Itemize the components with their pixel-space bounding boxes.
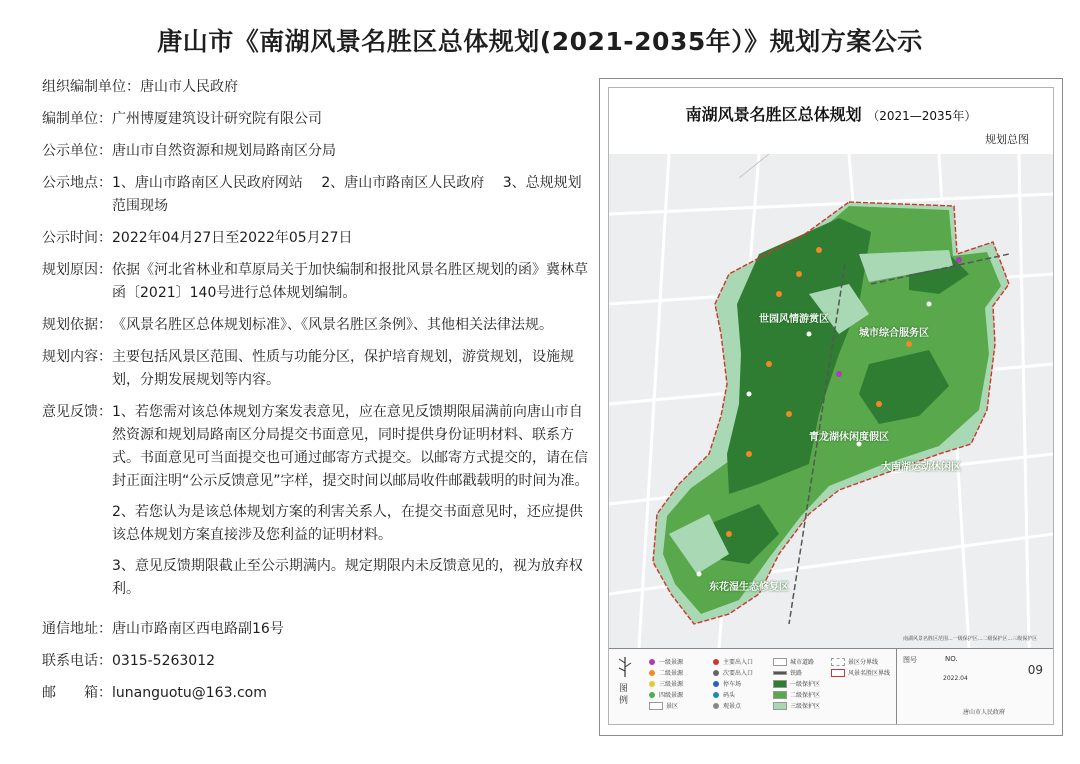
legend-item: 二级景源 bbox=[649, 668, 683, 677]
time-row bbox=[42, 227, 590, 250]
feedback-item-3: 3、意见反馈期限截止至公示期满内。规定期限内未反馈意见的，视为放弃权利。 bbox=[112, 558, 583, 597]
legend-item: 四级景源 bbox=[649, 690, 683, 699]
feedback-item-1: 1、若您需对该总体规划方案发表意见，应在意见反馈期限届满前向唐山市自然资源和规划局路南区分局提交书面意见，同时提供身份证明材料、联系方式。书面意见可当面提交也可通过邮寄方式提交。以邮寄方式提交的，请在信封正面注明“公示反馈意见”字样，提交时间以邮局收件邮戳载明的时间为准。 bbox=[112, 404, 589, 489]
level2-spot-icon bbox=[649, 670, 655, 676]
content-label: 规划内容： bbox=[42, 349, 112, 365]
main-entrance-icon bbox=[713, 659, 719, 665]
org-label: 组织编制单位： bbox=[42, 79, 140, 95]
zone-label-4: 大南湖运动休闲区 bbox=[881, 462, 961, 473]
address-value: 唐山市路南区西电路副16号 bbox=[112, 621, 284, 637]
reason-row bbox=[42, 259, 590, 305]
scenic-zone-swatch bbox=[649, 702, 663, 710]
city-road-swatch bbox=[773, 658, 787, 666]
legend-item: 风景名胜区界线 bbox=[831, 668, 890, 677]
legend-item: 铁路 bbox=[773, 668, 802, 677]
map-note: 南湖风景名胜区范围...一级保护区...二级保护区...三级保护区 bbox=[903, 636, 1038, 642]
feedback-label: 意见反馈： bbox=[42, 404, 112, 420]
content-row bbox=[42, 346, 590, 392]
map-legend bbox=[609, 648, 1053, 725]
level4-spot-icon bbox=[649, 692, 655, 698]
content-value: 主要包括风景区范围、性质与功能分区，保护培育规划，游赏规划，设施规划，分期发展规划等内容。 bbox=[112, 349, 574, 388]
place-label: 公示地点： bbox=[42, 175, 112, 191]
railway-swatch bbox=[773, 671, 787, 675]
place-value: 1、唐山市路南区人民政府网站 2、唐山市路南区人民政府 3、总规规划范围现场 bbox=[112, 175, 582, 214]
level1-protection-swatch bbox=[773, 680, 787, 688]
plan-map bbox=[608, 87, 1054, 725]
reason-label: 规划原因： bbox=[42, 262, 112, 278]
basis-value: 《风景名胜区总体规划标准》、《风景名胜区条例》、其他相关法律法规。 bbox=[112, 317, 553, 333]
publisher-value: 唐山市自然资源和规划局路南区分局 bbox=[112, 143, 336, 159]
legend-item: 一级景源 bbox=[649, 657, 683, 666]
title-block bbox=[896, 649, 1053, 725]
legend-item: 三级景源 bbox=[649, 679, 683, 688]
map-years: （2021—2035年） bbox=[867, 109, 977, 123]
feedback-row bbox=[42, 401, 590, 609]
map-drawing bbox=[609, 154, 1053, 648]
level3-spot-icon bbox=[649, 681, 655, 687]
park-boundary-swatch bbox=[831, 669, 845, 677]
zone-label-5: 东花湿生态修复区 bbox=[709, 582, 789, 593]
legend-item: 主要出入口 bbox=[713, 657, 753, 666]
map-title bbox=[609, 102, 1053, 125]
phone-label: 联系电话： bbox=[42, 653, 112, 669]
publisher-row bbox=[42, 140, 590, 163]
pier-icon bbox=[713, 692, 719, 698]
legend-item: 停车场 bbox=[713, 679, 741, 688]
legend-item: 二级保护区 bbox=[773, 690, 820, 699]
org-row bbox=[42, 76, 590, 99]
map-subtitle: 规划总图 bbox=[985, 133, 1029, 146]
address-row bbox=[42, 618, 590, 641]
drawing-no-label: 图号 bbox=[903, 656, 917, 664]
page-title: 唐山市《南湖风景名胜区总体规划(2021-2035年）》规划方案公示 bbox=[157, 27, 923, 56]
announcement-info bbox=[42, 76, 590, 714]
phone-value: 0315-5263012 bbox=[112, 653, 216, 669]
org-value: 唐山市人民政府 bbox=[140, 79, 238, 95]
legend-item: 城市道路 bbox=[773, 657, 814, 666]
email-label: 邮 箱： bbox=[42, 685, 112, 701]
legend-item: 码头 bbox=[713, 690, 735, 699]
address-label: 通信地址： bbox=[42, 621, 112, 637]
phone-row bbox=[42, 650, 590, 673]
legend-item: 景区分界线 bbox=[831, 657, 878, 666]
basis-label: 规划依据： bbox=[42, 317, 112, 333]
level1-spot-icon bbox=[649, 659, 655, 665]
legend-item: 景区 bbox=[649, 701, 678, 710]
drawing-org: 唐山市人民政府 bbox=[963, 709, 1006, 716]
parking-icon bbox=[713, 681, 719, 687]
legend-item: 三级保护区 bbox=[773, 701, 820, 710]
basis-row bbox=[42, 314, 590, 337]
legend-item: 观景点 bbox=[713, 701, 741, 710]
email-row bbox=[42, 682, 590, 705]
zone-label-1: 世园风情游赏区 bbox=[759, 314, 829, 325]
legend-item: 一级保护区 bbox=[773, 679, 820, 688]
time-label: 公示时间： bbox=[42, 230, 112, 246]
zone-boundary-swatch bbox=[831, 658, 845, 666]
bamboo-logo-icon bbox=[615, 655, 635, 679]
time-value: 2022年04月27日至2022年05月27日 bbox=[112, 230, 353, 246]
secondary-entrance-icon bbox=[713, 670, 719, 676]
drawing-number: 09 bbox=[1027, 663, 1043, 677]
zone-label-2: 城市综合服务区 bbox=[859, 328, 929, 339]
drawing-no-short: NO. bbox=[945, 655, 958, 663]
compiler-value: 广州博厦建筑设计研究院有限公司 bbox=[112, 111, 322, 127]
publisher-label: 公示单位： bbox=[42, 143, 112, 159]
place-row bbox=[42, 172, 590, 218]
legend-label: 图例 bbox=[619, 684, 629, 706]
viewpoint-icon bbox=[713, 703, 719, 709]
feedback-body bbox=[112, 401, 590, 609]
feedback-item-2: 2、若您认为是该总体规划方案的利害关系人，在提交书面意见时，还应提供该总体规划方案直接涉及您利益的证明材料。 bbox=[112, 504, 583, 543]
drawing-date: 2022.04 bbox=[943, 675, 968, 682]
compiler-label: 编制单位： bbox=[42, 111, 112, 127]
map-title-text: 南湖风景名胜区总体规划 bbox=[685, 105, 862, 124]
email-value[interactable]: lunanguotu@163.com bbox=[112, 685, 267, 701]
reason-value: 依据《河北省林业和草原局关于加快编制和报批风景名胜区规划的函》冀林草函〔2021〕140号进行总体规划编制。 bbox=[112, 262, 588, 301]
plan-map-frame bbox=[599, 78, 1063, 736]
level3-protection-swatch bbox=[773, 702, 787, 710]
legend-item: 次要出入口 bbox=[713, 668, 753, 677]
compiler-row bbox=[42, 108, 590, 131]
zone-label-3: 青龙湖休闲度假区 bbox=[809, 432, 889, 443]
level2-protection-swatch bbox=[773, 691, 787, 699]
